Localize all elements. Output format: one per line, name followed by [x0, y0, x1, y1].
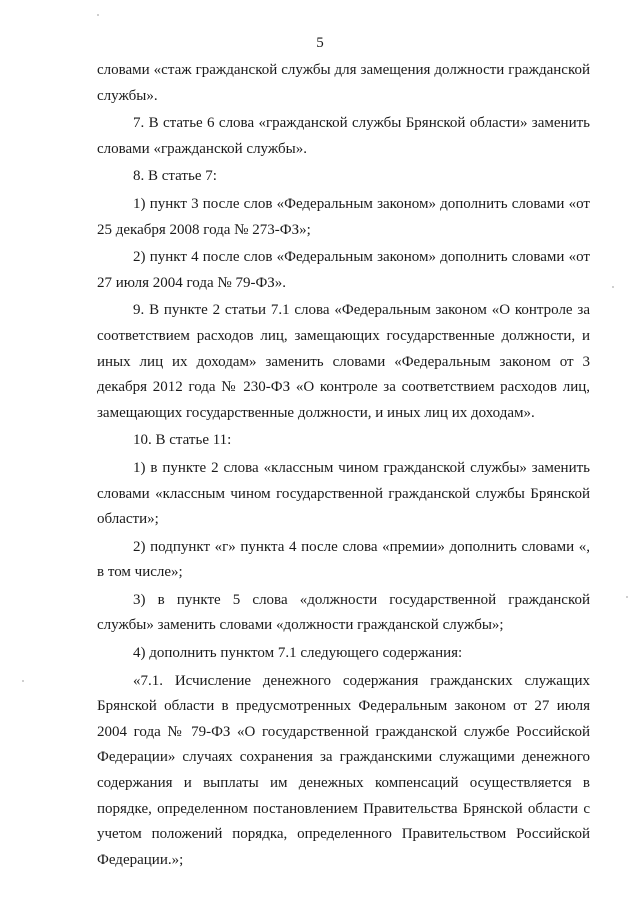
page-number: 5: [316, 35, 324, 51]
paragraph-item-10: 10. В статье 11:: [133, 432, 232, 449]
scan-artifact-dot: [22, 680, 24, 682]
scan-artifact-dot: [626, 596, 628, 598]
paragraph-item-10-1: 1) в пункте 2 слова «классным чином гражданской службы» заменить словами «классным чином государственной гражданской службы Брянской области»;: [97, 459, 590, 528]
paragraph-item-10-2: 2) подпункт «г» пункта 4 после слова «премии» дополнить словами «, в том числе»;: [97, 538, 590, 581]
scan-artifact-dot: [97, 14, 99, 16]
paragraph-item-10-3: 3) в пункте 5 слова «должности государственной гражданской службы» заменить словами «должности гражданской службы»;: [97, 591, 590, 634]
paragraph-item-7-1-text: «7.1. Исчисление денежного содержания гражданских служащих Брянской области в предусмотренных Федеральным законом от 27 июля 2004 года № 79-ФЗ «О государственной гражданской службе Российской Федерации» случаях сохранения за гражданскими служащими денежного содержания и выплаты им денежных компенсаций осуществляется в порядке, определенном постановлением Правительства Брянской области с учетом положений порядка, определенного Правительством Российской Федерации.»;: [97, 672, 590, 868]
scan-artifact-dot: [612, 286, 614, 288]
paragraph-item-7: 7. В статье 6 слова «гражданской службы Брянской области» заменить словами «гражданской службы».: [97, 115, 590, 157]
paragraph-item-10-4: 4) дополнить пунктом 7.1 следующего содержания:: [133, 645, 463, 662]
paragraph-item-8: 8. В статье 7:: [133, 168, 217, 185]
paragraph-item-8-2: 2) пункт 4 после слов «Федеральным законом» дополнить словами «от 27 июля 2004 года № 79-ФЗ».: [97, 249, 590, 291]
document-body: [97, 58, 590, 873]
paragraph-item-8-1: 1) пункт 3 после слов «Федеральным законом» дополнить словами «от 25 декабря 2008 года № 273-ФЗ»;: [97, 195, 590, 238]
paragraph-item-9: 9. В пункте 2 статьи 7.1 слова «Федеральным законом «О контроле за соответствием расходов лиц, замещающих государственные должности, и иных лиц их доходам» заменить словами «Федеральным законом от 3 декабря 2012 года № 230-ФЗ «О контроле за соответствием расходов лиц, замещающих государственные должности, и иных лиц их доходам».: [97, 302, 590, 421]
paragraph-continuation: словами «стаж гражданской службы для замещения должности гражданской службы».: [97, 62, 590, 104]
